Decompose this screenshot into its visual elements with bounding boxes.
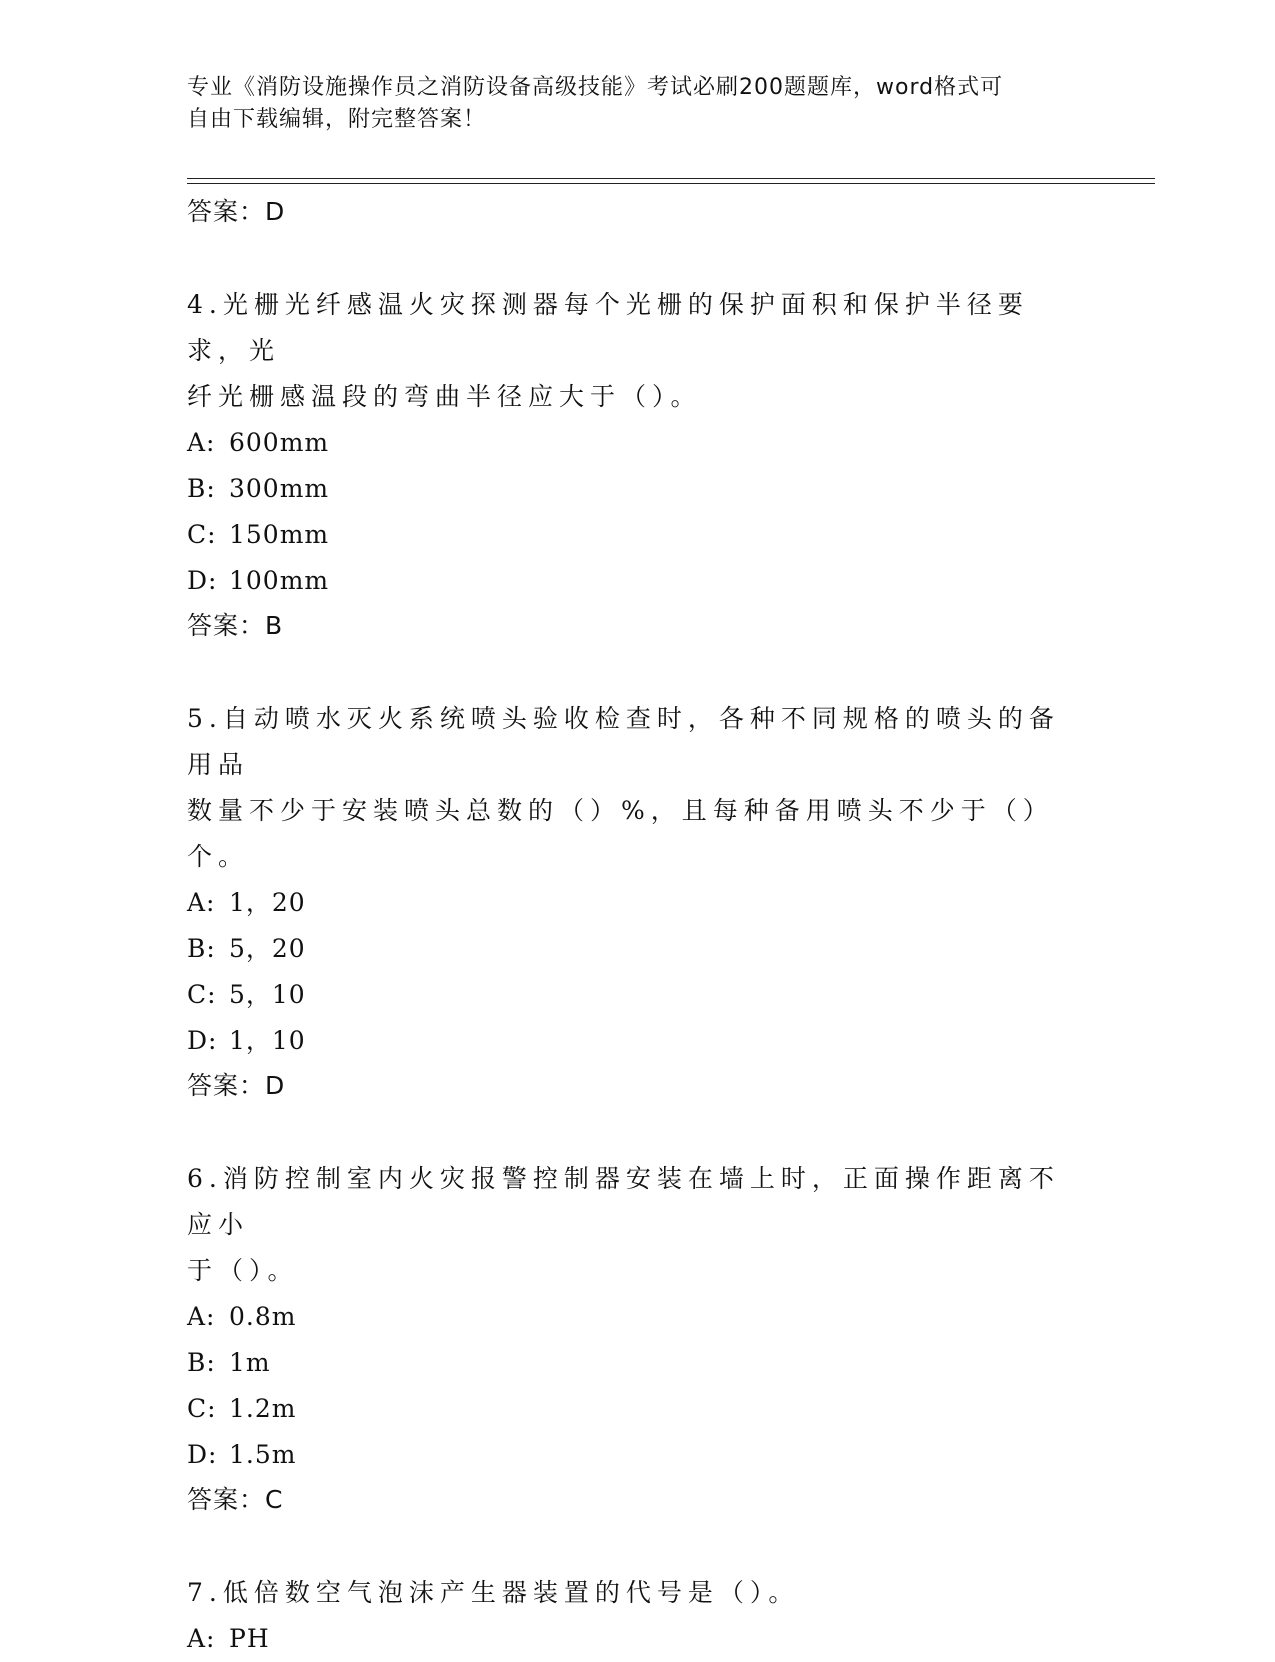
option-c — [187, 972, 1077, 1018]
answer-previous: 答案：D — [187, 197, 286, 226]
option-key: D: — [187, 1026, 218, 1055]
option-a — [187, 880, 1077, 926]
question-4 — [187, 282, 1077, 648]
option-a — [187, 1294, 1077, 1340]
question-stem-line: 4.光栅光纤感温火灾探测器每个光栅的保护面积和保护半径要求，光 — [187, 290, 1029, 365]
option-key: A: — [187, 1302, 216, 1331]
option-b — [187, 926, 1077, 972]
question-stem-line: 6.消防控制室内火灾报警控制器安装在墙上时，正面操作距离不应小 — [187, 1164, 1060, 1239]
option-text: 1，10 — [229, 1026, 306, 1055]
document-body — [187, 190, 1077, 1662]
option-a — [187, 420, 1077, 466]
question-stem — [187, 1156, 1077, 1294]
option-key: C: — [187, 980, 217, 1009]
option-text: 5，10 — [229, 980, 306, 1009]
question-5 — [187, 696, 1077, 1108]
option-key: D: — [187, 1440, 218, 1469]
option-key: D: — [187, 566, 218, 595]
question-stem-line: 5.自动喷水灭火系统喷头验收检查时，各种不同规格的喷头的备用品 — [187, 704, 1060, 779]
option-key: A: — [187, 428, 216, 457]
option-key: C: — [187, 1394, 217, 1423]
question-stem — [187, 282, 1077, 420]
option-text: 600mm — [229, 428, 330, 457]
option-c — [187, 1386, 1077, 1432]
answer: 答案：C — [187, 1485, 284, 1514]
option-text: 1，20 — [229, 888, 306, 917]
option-text: 1.5m — [229, 1440, 297, 1469]
question-6 — [187, 1156, 1077, 1522]
question-7 — [187, 1570, 1077, 1662]
option-text: 1.2m — [229, 1394, 297, 1423]
answer: 答案：B — [187, 611, 284, 640]
option-key: B: — [187, 1348, 216, 1377]
option-a — [187, 1616, 1077, 1662]
option-key: A: — [187, 1624, 216, 1653]
option-text: 1m — [229, 1348, 271, 1377]
question-stem-line: 于（）。 — [187, 1256, 299, 1285]
option-b — [187, 466, 1077, 512]
option-text: 100mm — [229, 566, 330, 595]
question-stem-line: 7.低倍数空气泡沫产生器装置的代号是（）。 — [187, 1578, 800, 1607]
option-d — [187, 1018, 1077, 1064]
document-header — [187, 72, 1067, 136]
question-stem-line: 数量不少于安装喷头总数的（）%，且每种备用喷头不少于（）个。 — [187, 796, 1054, 871]
header-divider-bottom — [187, 183, 1155, 184]
option-key: B: — [187, 934, 216, 963]
option-b — [187, 1340, 1077, 1386]
answer: 答案：D — [187, 1071, 286, 1100]
header-title-line-2: 自由下载编辑，附完整答案！ — [187, 107, 487, 132]
header-title-line-1: 专业《消防设施操作员之消防设备高级技能》考试必刷200题题库，word格式可 — [187, 75, 1004, 100]
option-d — [187, 558, 1077, 604]
question-stem-line: 纤光栅感温段的弯曲半径应大于（）。 — [187, 382, 702, 411]
option-text: PH — [229, 1624, 270, 1653]
option-c — [187, 512, 1077, 558]
option-key: C: — [187, 520, 217, 549]
option-text: 0.8m — [229, 1302, 297, 1331]
question-stem — [187, 1570, 1077, 1616]
option-key: A: — [187, 888, 216, 917]
option-text: 300mm — [229, 474, 330, 503]
option-text: 150mm — [229, 520, 330, 549]
option-text: 5，20 — [229, 934, 306, 963]
question-stem — [187, 696, 1077, 880]
option-d — [187, 1432, 1077, 1478]
option-key: B: — [187, 474, 216, 503]
header-divider-top — [187, 178, 1155, 179]
